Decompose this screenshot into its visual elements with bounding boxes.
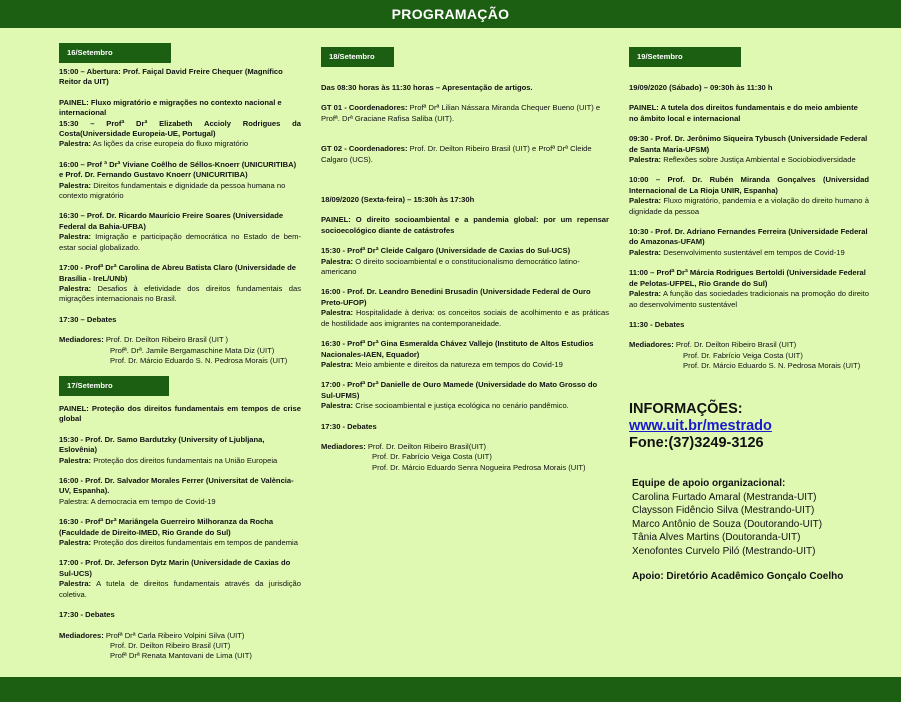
talk: Palestra: Meio ambiente e direitos da natureza em tempos do Covid-19: [321, 359, 563, 369]
mediators: Mediadores: Prof. Dr. Deilton Ribeiro Brasil (UIT ): [59, 335, 229, 345]
mediator: Prof. Dr. Fabrício Veiga Costa (UIT): [372, 452, 492, 462]
date-badge-18: 18/Setembro: [321, 47, 394, 67]
gt01: GT 01 - Coordenadores: Profª Drª Lilian Nássara Miranda Chequer Bueno (UIT) e Profª. Drª Graciane Rafisa Saliba (UIT).: [321, 103, 601, 123]
talk: Palestra: A democracia em tempo de Covid-19: [59, 496, 216, 506]
speaker: 17:00 - Prof. Dr. Jeferson Dytz Marin (Universidade de Caxias do Sul-UCS): [59, 558, 291, 578]
talk: Palestra: Crise socioambiental e justiça ecológica no cenário pandêmico.: [321, 401, 569, 411]
panel-title: PAINEL: A tutela dos direitos fundamentais e do meio ambiente no âmbito local e internacional: [629, 103, 858, 123]
mediators: Mediadores: Prof. Dr. Deilton Ribeiro Brasil(UIT): [321, 441, 486, 451]
talk: Palestra: Reflexões sobre Justiça Ambiental e Sociobiodiversidade: [629, 155, 856, 165]
speaker: 11:00 – Profª Drª Márcia Rodrigues Bertoldi (Universidade Federal de Pelotas-UFPEL, Rio Grande do Sul): [629, 268, 866, 288]
speaker: 15:30 – Profª Drª Elizabeth Accioly Rodrigues da Costa(Universidade Europeia-UE, Portugal): [59, 118, 301, 139]
day-18-section: [321, 47, 609, 473]
mediator: Prof. Dr. Márcio Eduardo S. N. Pedrosa Morais (UIT): [110, 355, 288, 365]
session-time: 18/09/2020 (Sexta-feira) – 15:30h às 17:30h: [321, 195, 475, 205]
team-member: Claysson Fidêncio Silva (Mestrando-UIT): [632, 505, 815, 517]
speaker: 16:00 - Prof. Dr. Salvador Morales Ferrer (Universitat de València-UV, Espanha).: [59, 476, 294, 496]
page-title: PROGRAMAÇÃO: [391, 6, 510, 22]
info-title: INFORMAÇÕES:: [629, 401, 743, 417]
speaker: 16:30 - Profª Drª Mariângela Guerreiro Milhoranza da Rocha (Faculdade de Direito-IMED, Rio Grande do Sul): [59, 517, 274, 537]
speaker: 10:00 – Prof. Dr. Rubén Miranda Gonçalves (Universidad Internacional de La Rioja UNIR, Espanha): [629, 175, 869, 195]
debates: 17:30 - Debates: [321, 421, 377, 431]
panel-title: PAINEL: Proteção dos direitos fundamentais em tempos de crise global: [59, 404, 301, 424]
speaker: 16:30 - Profª Drª Gina Esmeralda Chávez Vallejo (Instituto de Altos Estudios Nacionales-IAEN, Equador): [321, 339, 594, 359]
debates: 11:30 - Debates: [629, 319, 685, 329]
speaker: 16:00 – Prof ª Drª Viviane Coêlho de Séllos-Knoerr (UNICURITIBA) e Prof. Dr. Fernando Gustavo Knoerr (UNICURITIBA): [59, 159, 297, 180]
date-badge-16: 16/Setembro: [59, 43, 171, 63]
team-section: [632, 477, 882, 583]
team-member: Tânia Alves Martins (Doutoranda-UIT): [632, 532, 801, 544]
talk: Palestra: Fluxo migratório, pandemia e a violação do direito humano à dignidade da pessoa: [629, 196, 869, 216]
talk: Palestra: O direito socioambiental e o constitucionalismo democrático latino-americano: [321, 256, 580, 277]
speaker: 15:30 - Profª Drª Cleide Calgaro (Universidade de Caxias do Sul-UCS): [321, 246, 571, 256]
footer-bar: [0, 677, 901, 702]
speaker: 16:30 – Prof. Dr. Ricardo Maurício Freire Soares (Universidade Federal da Bahia-UFBA): [59, 211, 284, 231]
date-badge-17: 17/Setembro: [59, 376, 169, 396]
website-link[interactable]: www.uit.br/mestrado: [629, 418, 772, 434]
talk: Palestra: Desafios à efetividade dos direitos fundamentais das migrações internacionais no Brasil.: [59, 283, 301, 304]
date-badge-19: 19/Setembro: [629, 47, 741, 67]
talk: Palestra: Hospitalidade à deriva: os conceitos sociais de acolhimento e as práticas de hostilidade aos imigrantes na contemporaneidade.: [321, 308, 609, 328]
day-17-section: [59, 376, 301, 662]
opening-line: 15:00 – Abertura: Prof. Faiçal David Freire Chequer (Magnífico Reitor da UIT): [59, 67, 283, 87]
team-member: Xenofontes Curvelo Piló (Mestrando-UIT): [632, 545, 816, 557]
talk: Palestra: Proteção dos direitos fundamentais em tempos de pandemia: [59, 538, 298, 548]
speaker: 15:30 - Prof. Dr. Samo Bardutzky (University of Ljubljana, Eslovênia): [59, 434, 265, 455]
mediators: Mediadores: Prof. Dr. Deilton Ribeiro Brasil (UIT): [629, 340, 797, 350]
mediator: Profª Drª Renata Mantovani de Lima (UIT): [110, 651, 252, 661]
gt02: GT 02 - Coordenadores: Prof. Dr. Deilton Ribeiro Brasil (UIT) e Profª Drª Cleide Calgaro (UCS).: [321, 144, 592, 164]
speaker: 16:00 - Prof. Dr. Leandro Benedini Brusadin (Universidade Federal de Ouro Preto-UFOP): [321, 287, 591, 307]
day-19-section: [629, 47, 869, 372]
phone: Fone:(37)3249-3126: [629, 435, 764, 451]
panel-title: PAINEL: O direito socioambiental e a pandemia global: por um repensar socioecológico diante de catástrofes: [321, 215, 609, 235]
header-bar: [0, 0, 901, 28]
talk: Palestra: A função das sociedades tradicionais na promoção do direito ao desenvolvimento sustentável: [629, 289, 869, 309]
articles-line: Das 08:30 horas às 11:30 horas – Apresentação de artigos.: [321, 83, 533, 92]
talk: Palestra: A tutela de direitos fundamentais através da jurisdição coletiva.: [59, 579, 301, 599]
speaker: 09:30 - Prof. Dr. Jerônimo Siqueira Tybusch (Universidade Federal de Santa Maria-UFSM): [629, 134, 868, 154]
debates: 17:30 - Debates: [59, 610, 115, 620]
team-member: Marco Antônio de Souza (Doutorando-UIT): [632, 518, 823, 530]
debates: 17:30 – Debates: [59, 314, 117, 324]
info-section: [629, 401, 879, 452]
speaker: 17:00 - Profª Drª Danielle de Ouro Mamede (Universidade do Mato Grosso do Sul-UFMS): [321, 380, 598, 400]
mediator: Profª. Drª. Jamile Bergamaschine Mata Diz (UIT): [110, 345, 275, 355]
session-time: 19/09/2020 (Sábado) – 09:30h às 11:30 h: [629, 83, 773, 92]
mediator: Prof. Dr. Deilton Ribeiro Brasil (UIT): [110, 640, 231, 650]
speaker: 17:00 - Profª Drª Carolina de Abreu Batista Claro (Universidade de Brasília - IreL/UNb): [59, 263, 297, 283]
talk: Palestra: As lições da crise europeia do fluxo migratório: [59, 139, 249, 149]
day-16-section: [59, 43, 301, 366]
speaker: 10:30 - Prof. Dr. Adriano Fernandes Ferreira (Universidade Federal do Amazonas-UFAM): [629, 227, 868, 247]
mediator: Prof. Dr. Márcio Eduardo S. N. Pedrosa Morais (UIT): [683, 361, 861, 371]
team-title: Equipe de apoio organizacional:: [632, 478, 786, 489]
talk: Palestra: Direitos fundamentais e dignidade da pessoa humana no contexto migratório: [59, 180, 286, 201]
support-line: Apoio: Diretório Acadêmico Gonçalo Coelho: [632, 570, 844, 582]
mediator: Prof. Dr. Márcio Eduardo Senra Nogueira Pedrosa Morais (UIT): [372, 462, 586, 472]
mediators: Mediadores: Profª Drª Carla Ribeiro Volpini Silva (UIT): [59, 630, 245, 640]
talk: Palestra: Desenvolvimento sustentável em tempos de Covid-19: [629, 247, 845, 257]
talk: Palestra: Imigração e participação democrática no Estado de bem-estar social globalizado.: [59, 232, 301, 252]
mediator: Prof. Dr. Fabrício Veiga Costa (UIT): [683, 350, 803, 360]
team-member: Carolina Furtado Amaral (Mestranda-UIT): [632, 491, 817, 503]
talk: Palestra: Proteção dos direitos fundamentais na União Europeia: [59, 455, 278, 465]
panel-title: PAINEL: Fluxo migratório e migrações no contexto nacional e internacional: [59, 97, 282, 118]
